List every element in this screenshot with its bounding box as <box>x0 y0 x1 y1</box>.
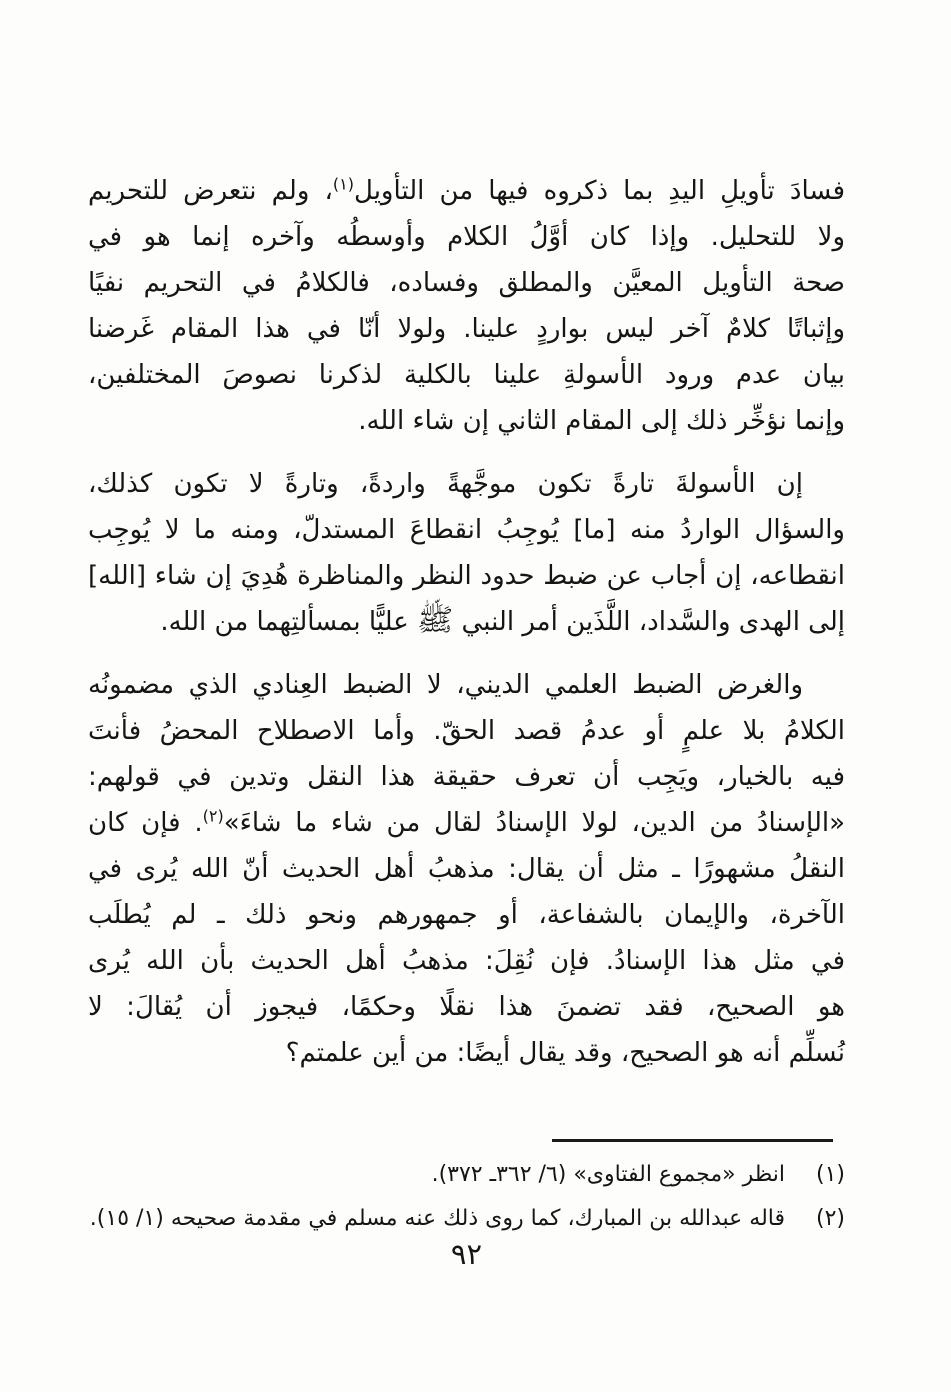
pbuh-honorific-symbol: ﷺ <box>417 603 454 638</box>
text-line: وإنما نؤخِّر ذلك إلى المقام الثاني إن شاء الله. <box>358 406 845 436</box>
footnote-text: انظر «مجموع الفتاوى» (٦/ ٣٦٢ـ ٣٧٢). <box>431 1162 785 1187</box>
text-line: ولا للتحليل. وإذا كان أوَّلُ الكلام وأوسطُه وآخره إنما هو في <box>88 222 845 252</box>
text-line <box>88 599 845 645</box>
text-line: هو الصحيح، فقد تضمنَ هذا نقلًا وحكمًا، فيجوز أن يُقالَ: لا <box>88 992 845 1022</box>
text-line: صحة التأويل المعيَّن والمطلق وفساده، فالكلامُ في التحريم نفيًا <box>88 268 845 298</box>
text-line: نُسلِّم أنه هو الصحيح، وقد يقال أيضًا: من أين علمتم؟ <box>285 1038 845 1068</box>
footnote-marker: (١) <box>815 1162 845 1187</box>
text-line: في مثل هذا الإسنادُ. فإن نُقِلَ: مذهبُ أهل الحديث بأن الله يُرى <box>88 946 845 976</box>
body-text <box>88 168 845 1076</box>
line-segment: إلى الهدى والسَّداد، اللَّذَين أمر النبي <box>453 607 845 637</box>
footnote-text: قاله عبدالله بن المبارك، كما روى ذلك عنه مسلم في مقدمة صحيحه (١/ ١٥). <box>89 1206 785 1231</box>
paragraph-3 <box>88 662 845 1076</box>
footnote-separator <box>552 1139 833 1142</box>
footnote-ref-1: (١) <box>332 174 354 194</box>
page-number: ٩٢ <box>450 1237 483 1271</box>
footnote-ref-2: (٢) <box>202 806 224 826</box>
text-line: بيان عدم ورود الأسولةِ علينا بالكلية لذكرنا نصوصَ المختلفين، <box>88 360 845 390</box>
text-line: فيه بالخيار، ويَجِب أن تعرف حقيقة هذا النقل وتدين في قولهم: <box>88 762 845 792</box>
text-line: إن الأسولةَ تارةً تكون موجَّهةً واردةً، وتارةً لا تكون كذلك، <box>88 469 803 499</box>
paragraph-2 <box>88 461 845 645</box>
line-segment: ، ولم نتعرض للتحريم <box>88 176 333 206</box>
line-segment: «الإسنادُ من الدين، لولا الإسنادُ لقال من شاء ما شاءَ» <box>223 808 845 838</box>
line-segment: عليًّا بمسألتِهما من الله. <box>160 607 418 637</box>
text-line: الآخرة، والإيمان بالشفاعة، أو جمهورهم ونحو ذلك ـ لم يُطلَب <box>88 900 845 930</box>
text-line: وإثباتًا كلامٌ آخر ليس بواردٍ علينا. ولولا أنّا في هذا المقام غَرضنا <box>88 314 845 344</box>
line-segment: . فإن كان <box>88 808 203 838</box>
line-segment: فسادَ تأويلِ اليدِ بما ذكروه فيها من التأويل <box>354 176 846 206</box>
paragraph-1 <box>88 168 845 444</box>
footnote-1 <box>88 1153 845 1197</box>
text-line <box>88 168 845 214</box>
text-line: النقلُ مشهورًا ـ مثل أن يقال: مذهبُ أهل الحديث أنّ الله يُرى في <box>88 854 845 884</box>
text-line: والغرض الضبط العلمي الديني، لا الضبط العِنادي الذي مضمونُه <box>88 670 803 700</box>
text-line: انقطاعه، إن أجاب عن ضبط حدود النظر والمناظرة هُدِيَ إن شاء [الله] <box>88 561 845 591</box>
text-line: الكلامُ بلا علمٍ أو عدمُ قصد الحقّ. وأما الاصطلاح المحضُ فأنتَ <box>88 716 845 746</box>
text-line: والسؤال الواردُ منه [ما] يُوجِبُ انقطاعَ المستدلّ، ومنه ما لا يُوجِب <box>88 515 845 545</box>
footnote-marker: (٢) <box>815 1206 845 1231</box>
footnotes <box>88 1153 845 1241</box>
text-line <box>88 800 845 846</box>
